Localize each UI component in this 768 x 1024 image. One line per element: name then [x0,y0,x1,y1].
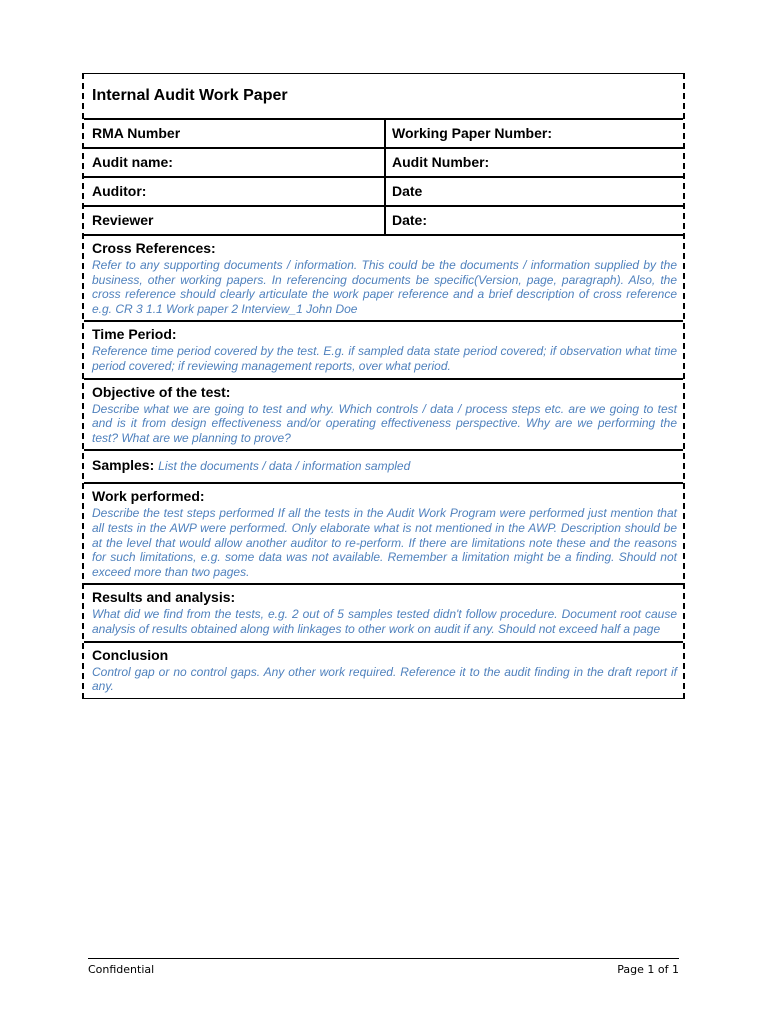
time-period-section[interactable] [84,322,683,379]
audit-name-field[interactable]: Audit name: [84,149,386,176]
cross-references-heading: Cross References: [92,240,216,256]
reviewer-field[interactable]: Reviewer [84,207,386,234]
objective-guidance: Describe what we are going to test and why. Which controls / data / process steps etc. are we going to test and is it from design effectiveness and/or operating effectiveness perspective. Why are we performing the test? What are we planning to prove? [92,401,677,445]
audit-work-paper-form [82,73,685,699]
results-guidance: What did we find from the tests, e.g. 2 out of 5 samples tested didn't follow procedure. Document root cause analysis of results obtained along with linkages to other work on audit if any. Should not exceed half a page [92,607,677,636]
time-period-heading: Time Period: [92,326,177,343]
footer-page-number: Page 1 of 1 [617,963,679,976]
reviewer-row [84,207,683,236]
cross-references-section[interactable] [84,236,683,322]
rma-number-field[interactable]: RMA Number [84,120,386,147]
auditor-row [84,178,683,207]
results-heading: Results and analysis: [92,589,236,606]
page-footer [88,958,679,976]
audit-number-field[interactable]: Audit Number: [392,154,490,170]
objective-section[interactable] [84,380,683,452]
conclusion-guidance: Control gap or no control gaps. Any other work required. Reference it to the audit finding in the draft report if any. [92,664,677,694]
reviewer-date-field[interactable]: Date: [392,212,428,228]
work-performed-heading: Work performed: [92,488,205,505]
results-section[interactable] [84,585,683,642]
audit-name-row [84,149,683,178]
conclusion-heading: Conclusion [92,646,169,663]
samples-section[interactable] [84,451,683,484]
working-paper-number-field[interactable]: Working Paper Number: [392,125,552,141]
auditor-field[interactable]: Auditor: [84,178,386,205]
samples-heading: Samples: [92,457,155,474]
footer-confidential: Confidential [88,963,155,976]
form-title: Internal Audit Work Paper [84,74,683,120]
samples-guidance: List the documents / data / information sampled [158,459,411,474]
cross-references-guidance: Refer to any supporting documents / information. This could be the documents / information supplied by the business, other working papers. In referencing documents be specific(Version, page, paragraph). Also, the cross reference should clearly articulate the work paper reference and a brief description of cross reference e.g. CR 3 1.1 Work paper 2 Interview_1 John Doe [92,258,677,316]
objective-heading: Objective of the test: [92,383,231,400]
rma-row [84,120,683,149]
work-performed-section[interactable] [84,484,683,585]
auditor-date-field[interactable]: Date [392,183,423,199]
work-performed-guidance: Describe the test steps performed If all the tests in the Audit Work Program were performed just mention that all tests in the AWP were performed. Only elaborate what is not mentioned in the AWP. Description should be at the level that would allow another auditor to re-perform. If there are limitations note these and the reasons for such limitations, e.g. some data was not available. Remember a limitation might be a finding. Should not exceed more than two pages. [92,506,677,579]
samples-line [92,456,677,476]
conclusion-section[interactable] [84,643,683,699]
time-period-guidance: Reference time period covered by the test. E.g. if sampled data state period covered; if observation what time period covered; if reviewing management reports, over what period. [92,344,677,373]
